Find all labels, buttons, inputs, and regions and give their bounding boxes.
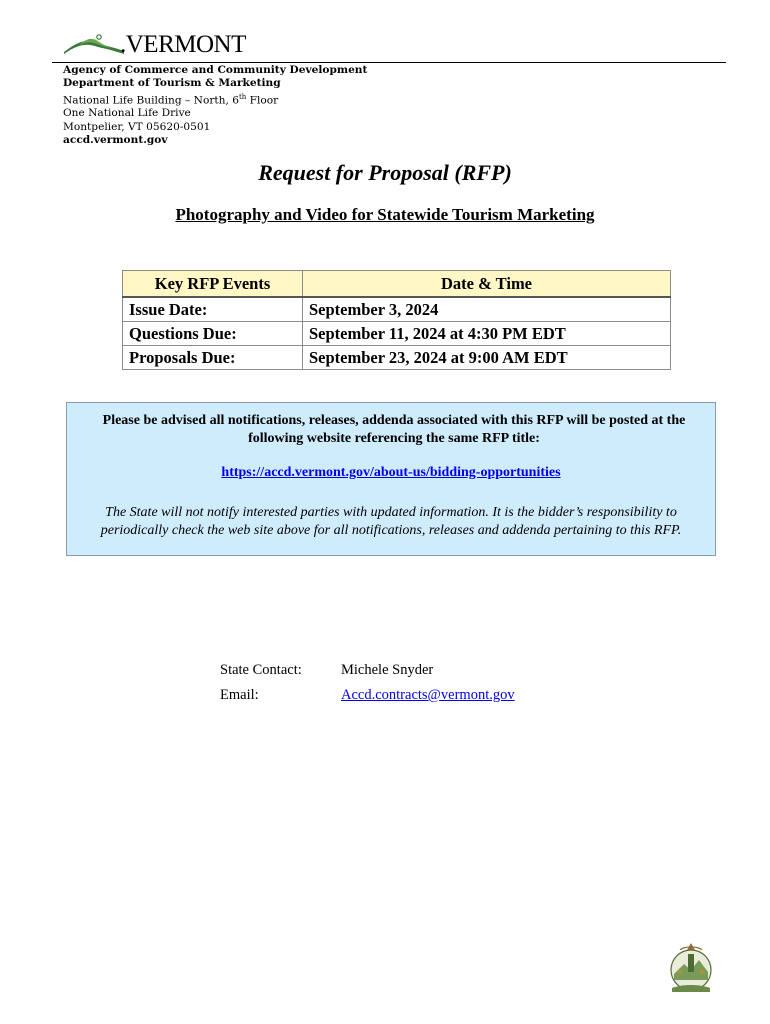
department-name: Department of Tourism & Marketing: [63, 77, 281, 90]
document-title: Request for Proposal (RFP): [258, 160, 512, 185]
table-header-row: [123, 271, 671, 298]
email-link[interactable]: Accd.contracts@vermont.gov: [341, 687, 515, 703]
email-label: Email:: [220, 687, 259, 703]
notice-advisory: Please be advised all notifications, releases, addenda associated with this RFP will be posted at the following website referencing the same RFP title:: [102, 413, 686, 446]
event-date: September 3, 2024: [303, 297, 671, 322]
agency-address: [63, 64, 367, 147]
table-row: [123, 322, 671, 346]
logo-wordmark: .VERMONT: [120, 31, 246, 58]
column-header-events: Key RFP Events: [123, 271, 303, 298]
vermont-state-seal-icon: [668, 940, 714, 994]
floor-text: Floor: [246, 94, 279, 107]
event-label: Questions Due:: [123, 322, 303, 346]
table-row: [123, 346, 671, 370]
agency-name: Agency of Commerce and Community Development: [63, 64, 368, 76]
key-events-table: [122, 270, 671, 370]
street-line: One National Life Drive: [63, 107, 191, 120]
header-rule: [52, 62, 726, 63]
state-contact-label: State Contact:: [220, 662, 302, 678]
city-line: Montpelier, VT 05620-0501: [63, 120, 211, 133]
notice-box: [66, 402, 716, 556]
event-label: Proposals Due:: [123, 346, 303, 370]
column-header-date: Date & Time: [303, 271, 671, 298]
notice-disclaimer: The State will not notify interested parties with updated information. It is the bidder’s responsibility to periodically check the web site above for all notifications, releases and addenda pertaining to this RFP.: [100, 505, 682, 538]
vermont-logo: [64, 30, 246, 60]
event-date: September 23, 2024 at 9:00 AM EDT: [303, 346, 671, 370]
bidding-opportunities-link[interactable]: https://accd.vermont.gov/about-us/bidding-opportunities: [221, 465, 561, 480]
vermont-mountain-logo-icon: [64, 32, 124, 56]
event-date: September 11, 2024 at 4:30 PM EDT: [303, 322, 671, 346]
state-contact-name: Michele Snyder: [341, 662, 434, 678]
website-line: accd.vermont.gov: [63, 134, 168, 147]
document-subtitle: Photography and Video for Statewide Tourism Marketing: [175, 205, 595, 224]
floor-ordinal: th: [238, 92, 247, 101]
event-label: Issue Date:: [123, 297, 303, 322]
building-line: [63, 91, 367, 108]
building-text: National Life Building – North, 6: [63, 94, 239, 107]
table-row: [123, 297, 671, 322]
